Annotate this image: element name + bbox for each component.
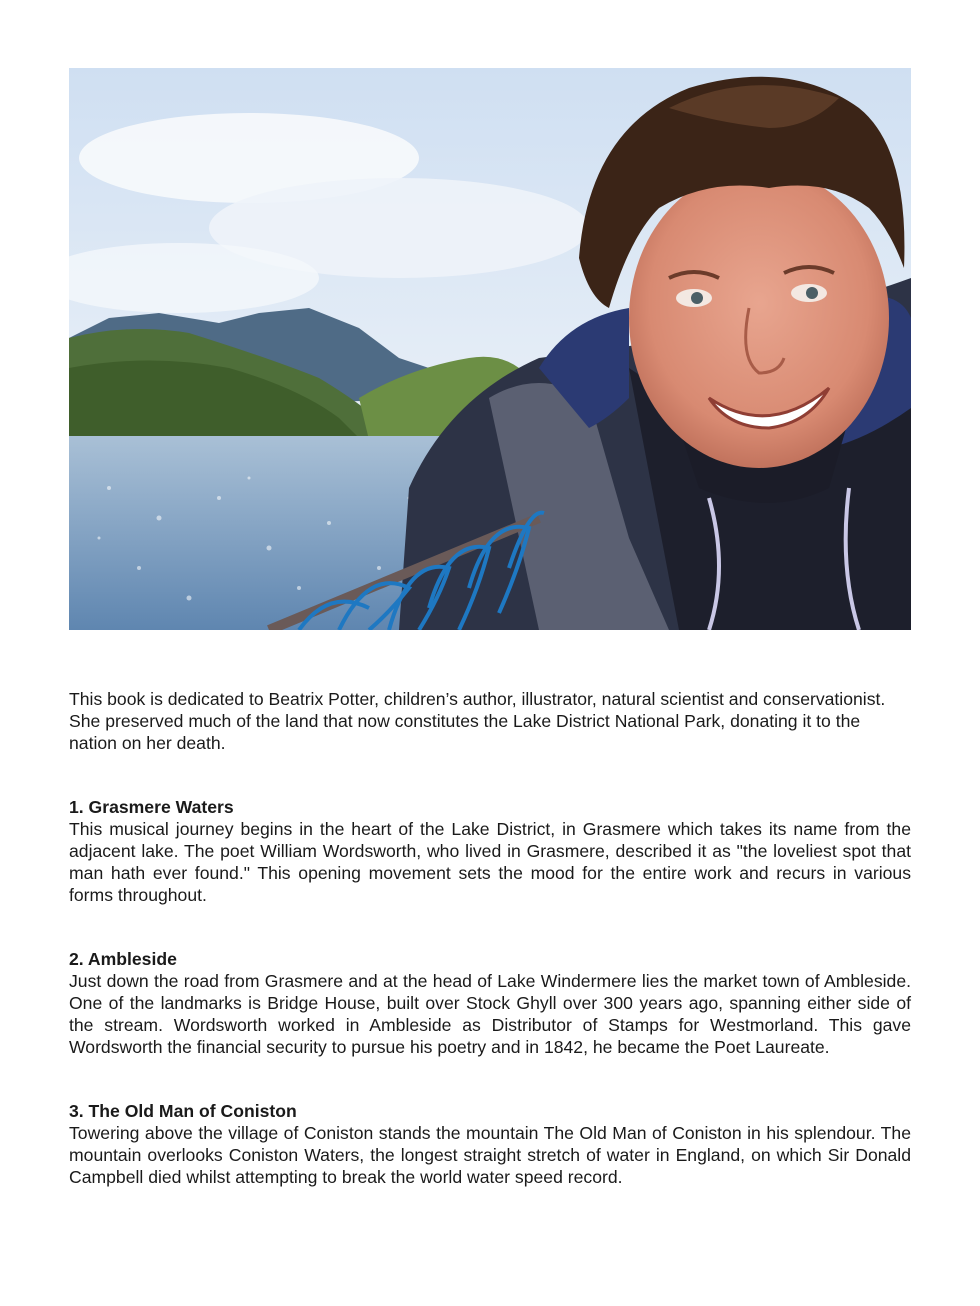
section-ambleside bbox=[69, 948, 911, 1058]
text-body bbox=[69, 688, 911, 1230]
section-title: 2. Ambleside bbox=[69, 949, 177, 969]
section-title: 3. The Old Man of Coniston bbox=[69, 1101, 297, 1121]
section-body: This musical journey begins in the heart of the Lake District, in Grasmere which takes its name from the adjacent lake. The poet William Wordsworth, who lived in Grasmere, described it as "the loveliest spot that man hath ever found." This opening movement sets the mood for the entire work and recurs in various forms throughout. bbox=[69, 819, 911, 905]
portrait-photo bbox=[69, 68, 911, 630]
section-coniston bbox=[69, 1100, 911, 1188]
dedication: This book is dedicated to Beatrix Potter, children’s author, illustrator, natural scientist and conservationist. She preserved much of the land that now constitutes the Lake District National Park, donating it to the nation on her death. bbox=[69, 689, 886, 753]
section-body: Just down the road from Grasmere and at the head of Lake Windermere lies the market town of Ambleside. One of the landmarks is Bridge House, built over Stock Ghyll over 300 years ago, spanning either side of the stream. Wordsworth worked in Ambleside as Distributor of Stamps for Westmorland. This gave Wordsworth the financial security to pursue his poetry and in 1842, he became the Poet Laureate. bbox=[69, 971, 911, 1057]
section-grasmere bbox=[69, 796, 911, 906]
section-title: 1. Grasmere Waters bbox=[69, 797, 234, 817]
section-body: Towering above the village of Coniston stands the mountain The Old Man of Coniston in his splendour. The mountain overlooks Coniston Waters, the longest straight stretch of water in England, on which Sir Donald Campbell died whilst attempting to break the world water speed record. bbox=[69, 1123, 911, 1187]
